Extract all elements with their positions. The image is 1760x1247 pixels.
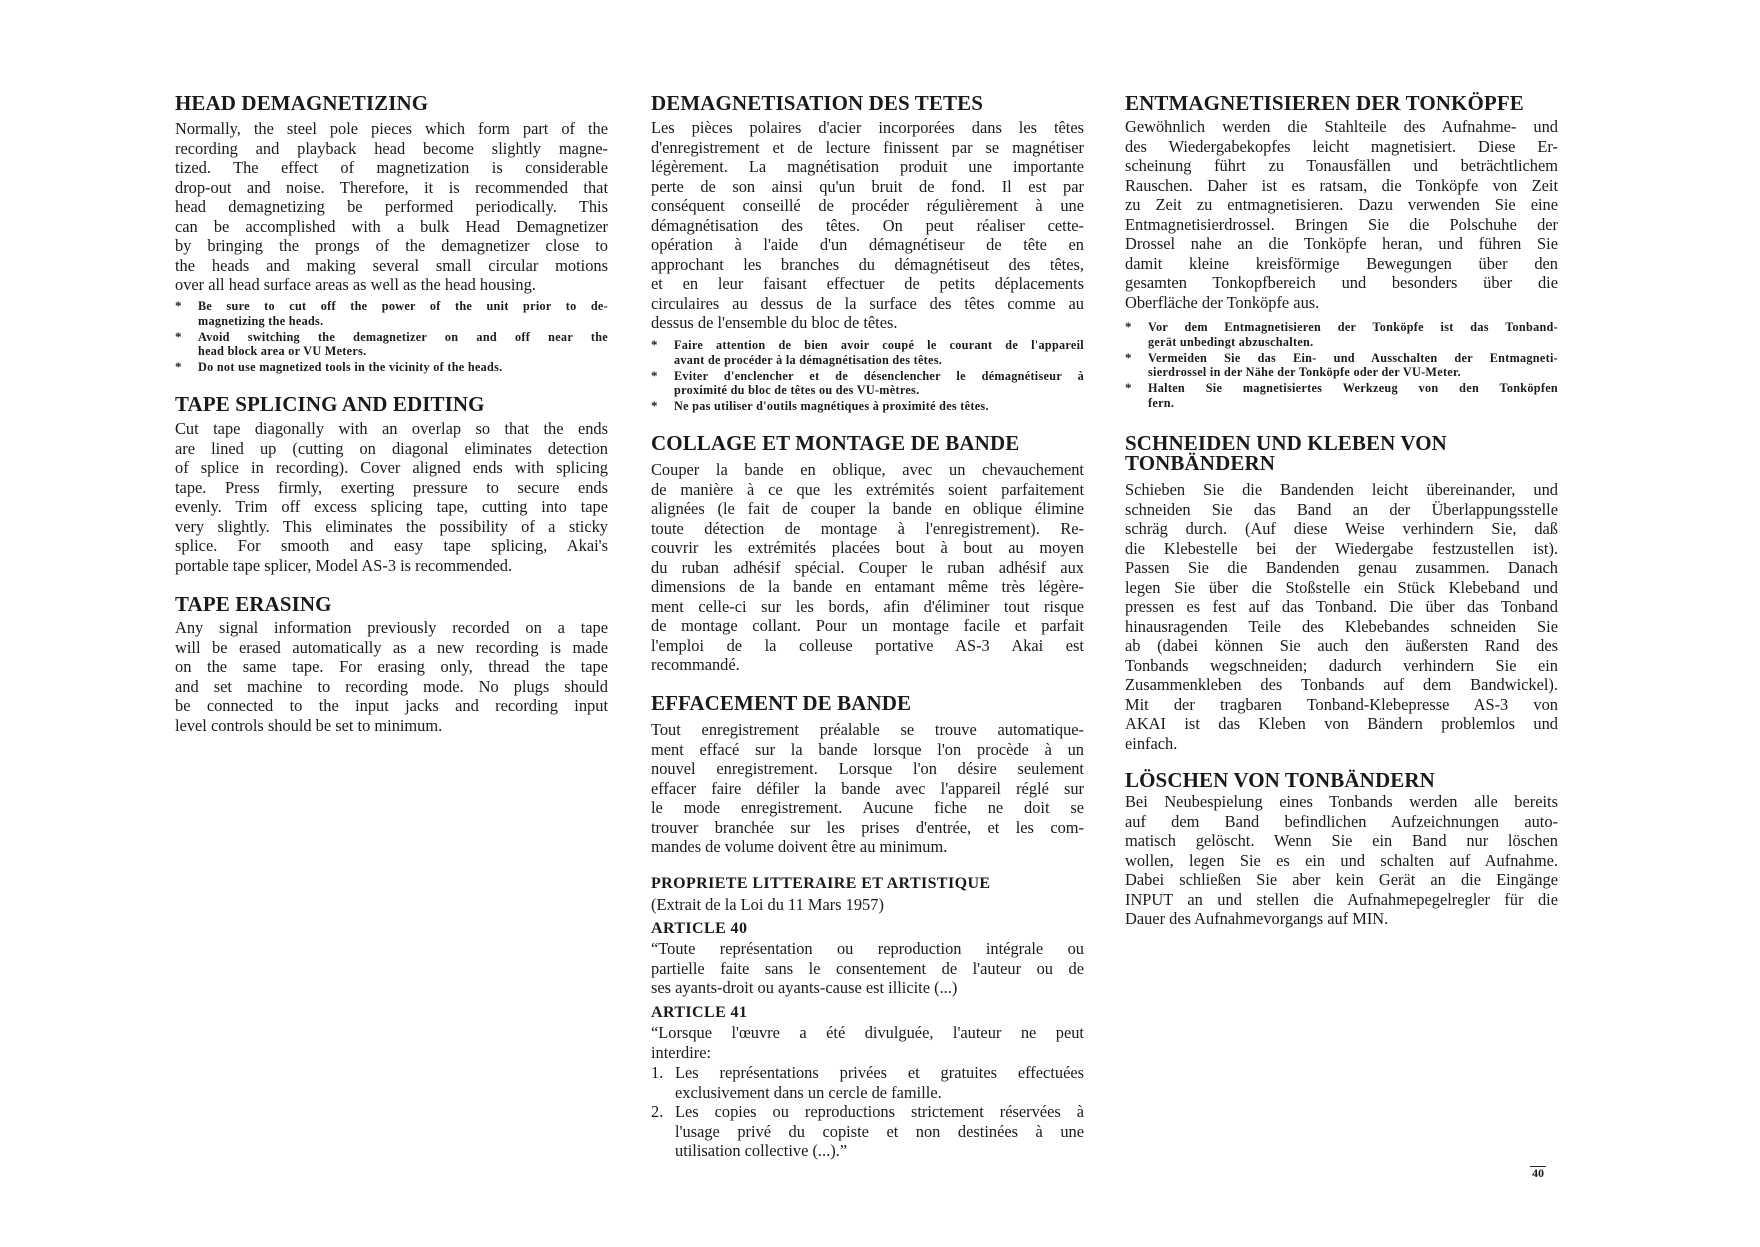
text-line: de manière à ce que les extrémités soient parfaitement	[651, 479, 1084, 499]
notes-head-demagnetizing	[175, 299, 608, 376]
text-line: dessus de l'ensemble du bloc de têtes.	[651, 313, 898, 332]
article-40-heading: ARTICLE 40	[651, 920, 748, 937]
text-line: de montage collant. Pour un montage facile et parfait	[651, 616, 1084, 635]
paragraph-tape-splicing	[175, 419, 608, 575]
note-item	[175, 299, 608, 329]
text-line: Les copies ou reproductions strictement réservées à	[675, 1102, 1084, 1121]
text-line: gerät unbedingt abzuschalten.	[1148, 334, 1314, 349]
text-line: mandes de volume doivent être au minimum.	[651, 837, 948, 856]
bullet-asterisk-icon: *	[175, 328, 182, 344]
text-line: interdire:	[651, 1042, 712, 1062]
text-line: l'usage privé du copiste et non destinées à une	[675, 1121, 1084, 1141]
text-line: ses ayants-droit ou ayants-cause est illicite (...)	[651, 978, 958, 997]
note-item	[175, 360, 608, 375]
section-heading-entmagnetisieren: ENTMAGNETISIEREN DER TONKÖPFE	[1125, 91, 1524, 115]
section-heading-effacement: EFFACEMENT DE BANDE	[651, 691, 912, 715]
paragraph-collage	[651, 460, 1084, 675]
article-40-text	[651, 939, 1084, 998]
text-line: Tout enregistrement préalable se trouve automatique-	[651, 720, 1084, 739]
section-heading-schneiden-line2: TONBÄNDERN	[1125, 451, 1275, 475]
notes-entmagnetisieren	[1125, 320, 1558, 412]
text-line: INPUT an und stellen die Aufnahmepegelregler für die	[1125, 889, 1558, 909]
paragraph-demagnetisation	[651, 118, 1084, 333]
text-line: Tonbands wegschneiden; dadurch verhindern Sie ein	[1125, 655, 1558, 675]
text-line: splice. For smooth and easy tape splicing, Akai's	[175, 536, 608, 555]
bullet-asterisk-icon: *	[175, 359, 182, 375]
section-heading-tape-erasing: TAPE ERASING	[175, 592, 332, 616]
text-line: legen Sie über die Stoßstelle ein Stück Klebeband und	[1125, 577, 1558, 597]
text-line: toute détection de montage à l'enregistrement). Re-	[651, 518, 1084, 538]
text-line: Ne pas utiliser d'outils magnétiques à proximité des têtes.	[674, 399, 989, 414]
text-line: will be erased automatically as a new recording is made	[175, 637, 608, 657]
text-line: head demagnetizing be performed periodically. This	[175, 197, 608, 216]
text-line: over all head surface areas as well as the head housing.	[175, 275, 536, 294]
text-line: evenly. Trim off excess splicing tape, cutting into tape	[175, 497, 608, 516]
text-line: and set machine to recording mode. No plugs should	[175, 676, 608, 696]
text-line: damit kleine kreisförmige Bewegungen über den	[1125, 253, 1558, 273]
text-line: Be sure to cut off the power of the unit prior to de-	[198, 299, 608, 313]
text-line: level controls should be set to minimum.	[175, 715, 443, 735]
text-line: Dauer des Aufnahmevorgangs auf MIN.	[1125, 909, 1389, 928]
text-line: recommandé.	[651, 655, 740, 674]
text-line: “Toute représentation ou reproduction intégrale ou	[651, 939, 1084, 958]
note-item	[651, 399, 1084, 414]
text-line: head block area or VU Meters.	[198, 344, 367, 359]
text-line: schräg durch. (Auf diese Weise verhindern Sie, daß	[1125, 519, 1558, 538]
article-41-text	[651, 1023, 1084, 1062]
paragraph-schneiden	[1125, 480, 1558, 753]
paragraph-head-demagnetizing	[175, 119, 608, 295]
section-heading-schneiden-line1: SCHNEIDEN UND KLEBEN VON	[1125, 431, 1447, 455]
text-line: approchant les branches du démagnétiseut des têtes,	[651, 254, 1084, 274]
bullet-asterisk-icon: *	[651, 398, 658, 414]
text-line: portable tape splicer, Model AS-3 is recommended.	[175, 555, 513, 575]
text-line: Do not use magnetized tools in the vicinity of the heads.	[198, 360, 503, 375]
text-line: Vor dem Entmagnetisieren der Tonköpfe ist das Tonband-	[1148, 320, 1558, 334]
text-line: trouver branchée sur les prises d'entrée, et les com-	[651, 817, 1084, 837]
text-line: drop-out and noise. Therefore, it is recommended that	[175, 177, 608, 197]
text-line: d'enregistrement et de lecture finissent par se magnétiser	[651, 137, 1084, 157]
text-line: einfach.	[1125, 733, 1178, 753]
section-heading-head-demagnetizing: HEAD DEMAGNETIZING	[175, 91, 429, 115]
text-line: démagnétisation des têtes. On peut réaliser cette-	[651, 215, 1084, 235]
text-line: Zusammenkleben des Tonbands auf dem Bandwickel).	[1125, 675, 1558, 694]
text-line: Vermeiden Sie das Ein- und Ausschalten der Entmagneti-	[1148, 350, 1558, 365]
text-line: Normally, the steel pole pieces which form part of the	[175, 119, 608, 138]
text-line: Drossel nahe an die Tonköpfe heran, und führen Sie	[1125, 234, 1558, 253]
text-line: alignées (le fait de couper la bande en oblique élimine	[651, 499, 1084, 518]
text-line: perte de son ainsi qu'un bruit de fond. Il est par	[651, 176, 1084, 196]
text-line: opération à l'aide d'un démagnétiseur de tête en	[651, 235, 1084, 254]
text-line: pressen es fest auf das Tonband. Die über das Tonband	[1125, 597, 1558, 616]
text-line: proximité du bloc de têtes ou des VU-mètres.	[674, 383, 920, 398]
text-line: Mit der tragbaren Tonband-Klebepresse AS-3 von	[1125, 694, 1558, 714]
text-line: Faire attention de bien avoir coupé le courant de l'appareil	[674, 338, 1084, 352]
text-line: sierdrossel in der Nähe der Tonköpfe oder der VU-Meter.	[1148, 365, 1461, 380]
text-line: Eviter d'enclencher et de désenclencher le démagnétiseur à	[674, 368, 1084, 383]
list-number: 2.	[651, 1102, 664, 1121]
text-line: Schieben Sie die Bandenden leicht übereinander, und	[1125, 480, 1558, 499]
text-line: zu Zeit zu entmagnetisieren. Dazu verwenden Sie eine	[1125, 195, 1558, 214]
note-item	[1125, 381, 1558, 411]
text-line: of splice in recording). Cover aligned ends with splicing	[175, 458, 608, 477]
section-heading-collage: COLLAGE ET MONTAGE DE BANDE	[651, 431, 1020, 455]
text-line: Any signal information previously recorded on a tape	[175, 618, 608, 637]
section-heading-tape-splicing: TAPE SPLICING AND EDITING	[175, 392, 485, 416]
text-line: tized. The effect of magnetization is considerable	[175, 158, 608, 177]
text-line: “Lorsque l'œuvre a été divulguée, l'auteur ne peut	[651, 1023, 1084, 1042]
text-line: auf dem Band befindlichen Aufzeichnungen auto-	[1125, 811, 1558, 831]
text-line: légèrement. La magnétisation produit une importante	[651, 157, 1084, 176]
text-line: the heads and making several small circular motions	[175, 255, 608, 275]
article-41-heading: ARTICLE 41	[651, 1004, 748, 1021]
note-item	[175, 330, 608, 360]
text-line: nouvel enregistrement. Lorsque l'on désire seulement	[651, 759, 1084, 778]
text-line: Cut tape diagonally with an overlap so that the ends	[175, 419, 608, 438]
text-line: tape. Press firmly, exerting pressure to secure ends	[175, 477, 608, 497]
text-line: schneiden Sie das Band an der Überlappungsstelle	[1125, 499, 1558, 519]
text-line: des Wiedergabekopfes leicht magnetisiert. Diese Er-	[1125, 136, 1558, 156]
notes-demagnetisation	[651, 338, 1084, 415]
text-line: ab (dabei können Sie auch den äußersten Rand des	[1125, 636, 1558, 655]
text-line: Oberfläche der Tonköpfe aus.	[1125, 292, 1320, 312]
text-line: ment celle-ci sur les bords, afin d'éliminer tout risque	[651, 596, 1084, 616]
text-line: exclusivement dans un cercle de famille.	[675, 1082, 942, 1102]
text-line: gesamten Tonkopfbereich und besonders über die	[1125, 273, 1558, 292]
text-line: Passen Sie die Bandenden genau zusammen. Danach	[1125, 558, 1558, 577]
text-line: Bei Neubespielung eines Tonbands werden alle bereits	[1125, 792, 1558, 811]
bullet-asterisk-icon: *	[651, 367, 658, 383]
text-line: et en leur faisant effectuer de petits déplacements	[651, 274, 1084, 293]
text-line: scheinung führt zu Tonausfällen und beträchtlichem	[1125, 156, 1558, 175]
text-line: l'emploi de la colleuse portative AS-3 Akai est	[651, 635, 1084, 655]
bullet-asterisk-icon: *	[1125, 349, 1132, 365]
text-line: be connected to the input jacks and recording input	[175, 696, 608, 715]
text-line: fern.	[1148, 395, 1175, 410]
text-line: are lined up (cutting on diagonal eliminates detection	[175, 438, 608, 458]
text-line: hinausragenden Teile des Klebebandes schneiden Sie	[1125, 616, 1558, 636]
text-line: by bringing the prongs of the demagnetizer close to	[175, 236, 608, 255]
numbered-list-item	[651, 1063, 1084, 1102]
text-line: Dabei schließen Sie aber kein Gerät an die Eingänge	[1125, 870, 1558, 889]
legal-subtitle: (Extrait de la Loi du 11 Mars 1957)	[651, 895, 884, 914]
article-41-list	[651, 1063, 1084, 1161]
text-line: conséquent conseillé de procéder régulièrement à une	[651, 196, 1084, 215]
text-line: die Klebestelle bei der Wiedergabe festzustellen ist).	[1125, 538, 1558, 558]
text-line: Couper la bande en oblique, avec un chevauchement	[651, 460, 1084, 479]
list-number: 1.	[651, 1063, 664, 1082]
text-line: Les représentations privées et gratuites effectuées	[675, 1063, 1084, 1082]
page-number: 40	[1532, 1166, 1544, 1180]
text-line: effacer faire défiler la bande avec l'appareil réglé sur	[651, 778, 1084, 798]
text-line: Entmagnetisierdrossel. Bringen Sie die Polschuhe der	[1125, 214, 1558, 234]
text-line: du ruban adhésif spécial. Couper le ruban adhésif aux	[651, 557, 1084, 577]
text-line: on the same tape. For erasing only, thread the tape	[175, 657, 608, 676]
section-heading-loeschen: LÖSCHEN VON TONBÄNDERN	[1125, 768, 1435, 792]
bullet-asterisk-icon: *	[1125, 380, 1132, 396]
text-line: partielle faite sans le consentement de l'auteur ou de	[651, 958, 1084, 978]
bullet-asterisk-icon: *	[1125, 319, 1132, 334]
bullet-asterisk-icon: *	[175, 298, 182, 313]
section-heading-demagnetisation: DEMAGNETISATION DES TETES	[651, 91, 983, 115]
text-line: matisch gelöscht. Wenn Sie ein Band nur löschen	[1125, 831, 1558, 850]
text-line: circulaires au dessus de la surface des têtes comme au	[651, 293, 1084, 313]
text-line: Les pièces polaires d'acier incorporées dans les têtes	[651, 118, 1084, 137]
note-item	[1125, 351, 1558, 381]
paragraph-loeschen	[1125, 792, 1558, 929]
paragraph-entmagnetisieren	[1125, 117, 1558, 312]
text-line: Rauschen. Daher ist es ratsam, die Tonköpfe von Zeit	[1125, 175, 1558, 195]
text-line: ment effacé sur la bande lorsque l'on procède à un	[651, 739, 1084, 759]
text-line: Avoid switching the demagnetizer on and off near the	[198, 329, 608, 344]
legal-subtitle-wrap	[651, 895, 1084, 915]
text-line: Gewöhnlich werden die Stahlteile des Aufnahme- und	[1125, 117, 1558, 136]
text-line: couvrir les extrémités placées bout à bout au moyen	[651, 538, 1084, 557]
text-line: Halten Sie magnetisiertes Werkzeug von den Tonköpfen	[1148, 381, 1558, 396]
text-line: recording and playback head become slightly magne-	[175, 138, 608, 158]
numbered-list-item	[651, 1102, 1084, 1161]
bullet-asterisk-icon: *	[651, 337, 658, 352]
text-line: AKAI ist das Kleben von Bändern problemlos und	[1125, 714, 1558, 733]
text-line: can be accomplished with a bulk Head Demagnetizer	[175, 216, 608, 236]
note-item	[651, 369, 1084, 399]
text-line: avant de procéder à la démagnétisation des têtes.	[674, 352, 943, 367]
legal-heading: PROPRIETE LITTERAIRE ET ARTISTIQUE	[651, 875, 991, 892]
paragraph-tape-erasing	[175, 618, 608, 735]
note-item	[651, 338, 1084, 368]
text-line: very slightly. This eliminates the possibility of a sticky	[175, 516, 608, 536]
text-line: wollen, legen Sie es ein und schalten auf Aufnahme.	[1125, 850, 1558, 870]
text-line: le mode enregistrement. Aucune fiche ne doit se	[651, 798, 1084, 817]
text-line: magnetizing the heads.	[198, 313, 324, 328]
note-item	[1125, 320, 1558, 350]
text-line: utilisation collective (...).”	[675, 1141, 848, 1160]
paragraph-effacement	[651, 720, 1084, 857]
text-line: dimensions de la bande en entamant même très légère-	[651, 577, 1084, 596]
